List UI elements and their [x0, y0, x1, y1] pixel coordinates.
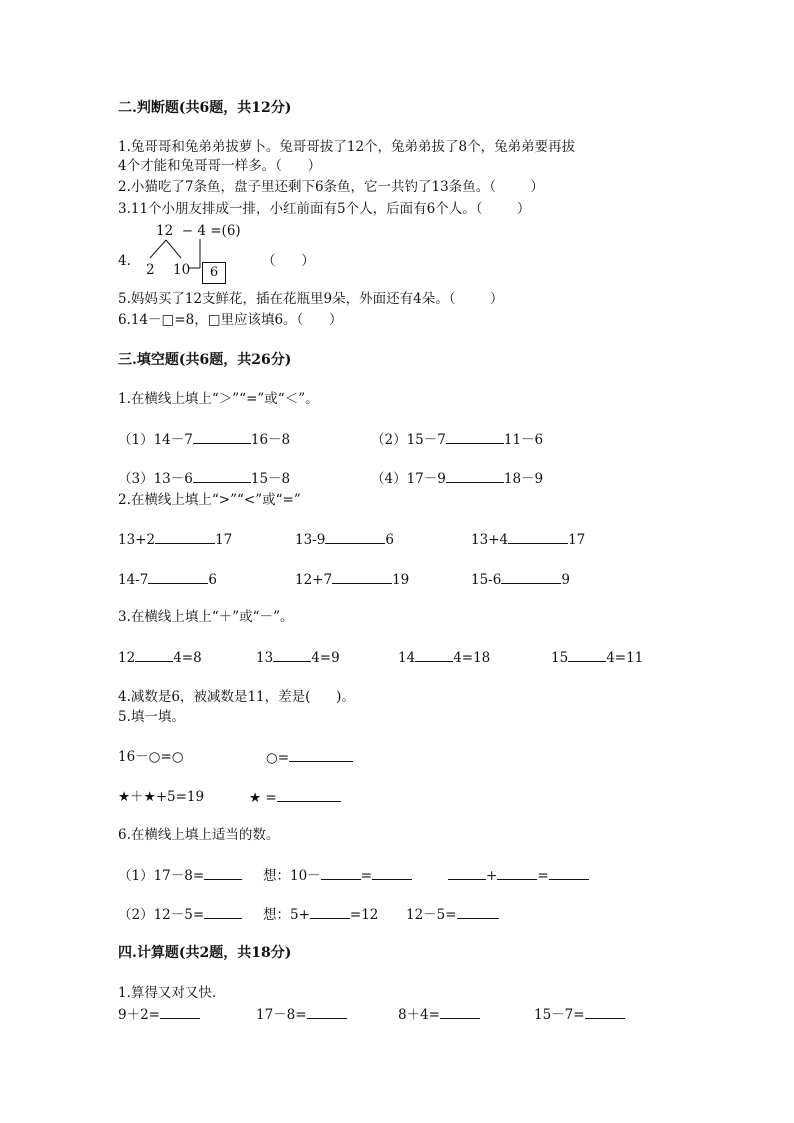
s2-q4-split-left: 2	[146, 262, 155, 278]
answer-blank[interactable]	[457, 905, 499, 919]
s3-q6-row-1-think: 想：10－ =	[263, 866, 412, 885]
answer-blank[interactable]	[148, 570, 208, 584]
answer-blank[interactable]	[497, 866, 537, 880]
answer-blank[interactable]	[568, 648, 606, 662]
s3-q6-prompt: 6.在横线上填上适当的数。	[118, 827, 280, 843]
s3-q5-prompt: 5.填一填。	[118, 709, 185, 725]
s2-q3: 3.11个小朋友排成一排，小红前面有5个人，后面有6个人。（ ）	[118, 201, 531, 217]
s2-q4-answer-paren: （ ）	[262, 253, 315, 269]
answer-blank[interactable]	[273, 648, 311, 662]
s3-q2-prompt: 2.在横线上填上“>”“<”或“=”	[118, 492, 301, 508]
s2-q4-top-expression: 12 − 4 =(6)	[156, 223, 241, 239]
s3-q2-item-6: 15-6 9	[471, 572, 570, 588]
s3-q6-row-2: （2）12－5=	[118, 905, 242, 924]
answer-blank[interactable]	[446, 430, 504, 444]
s3-q2-item-2: 13-9 6	[295, 532, 394, 548]
s3-q5-equation-2: ★＋★+5=19	[118, 789, 205, 805]
answer-blank[interactable]	[321, 866, 361, 880]
answer-blank[interactable]	[325, 530, 385, 544]
answer-blank[interactable]	[448, 866, 486, 880]
answer-blank[interactable]	[549, 866, 589, 880]
s3-q3-prompt: 3.在横线上填上“＋”或“－”。	[118, 609, 294, 625]
s2-q4-boxed-number: 6	[202, 262, 226, 284]
s3-q4: 4.减数是6，被减数是11，差是( )。	[118, 689, 355, 705]
s2-q4-split-right: 10	[173, 262, 191, 278]
answer-blank[interactable]	[155, 530, 215, 544]
s3-q2-item-1: 13+2 17	[118, 532, 233, 548]
answer-blank[interactable]	[440, 1005, 480, 1019]
s3-q1-item-2: （2）15－7 11－6	[371, 432, 544, 448]
answer-blank[interactable]	[193, 469, 251, 483]
s3-q6-row-2-think: 想：5+ =12	[263, 907, 379, 923]
s3-q1-item-3: （3）13－6 15－8	[118, 471, 291, 487]
s3-q1-item-4: （4）17－9 18－9	[371, 471, 544, 487]
s4-q1-item-3: 8＋4=	[398, 1005, 480, 1024]
answer-blank[interactable]	[204, 905, 242, 919]
s3-q6-row-1-extra: + =	[448, 866, 589, 885]
s2-q6: 6.14－□=8，□里应该填6。（ ）	[118, 312, 343, 328]
s4-q1-item-4: 15－7=	[534, 1005, 625, 1024]
s3-q5-answer-2: ★ =	[249, 788, 341, 807]
answer-blank[interactable]	[332, 570, 392, 584]
answer-blank[interactable]	[501, 570, 561, 584]
s3-q2-item-4: 14-7 6	[118, 572, 217, 588]
s3-q6-row-1: （1）17－8=	[118, 866, 242, 885]
section4-title: 四.计算题(共2题，共18分)	[118, 945, 292, 961]
answer-blank[interactable]	[204, 866, 242, 880]
answer-blank[interactable]	[160, 1005, 200, 1019]
s3-q1-item-1: （1）14－7 16－8	[118, 432, 291, 448]
s3-q1-prompt: 1.在横线上填上“＞”“=”或“＜”。	[118, 391, 319, 407]
s3-q5-equation-1: 16－○=○	[118, 749, 184, 765]
s2-q2: 2.小猫吃了7条鱼，盘子里还剩下6条鱼，它一共钓了13条鱼。（ ）	[118, 179, 544, 195]
answer-blank[interactable]	[415, 648, 453, 662]
answer-blank[interactable]	[372, 866, 412, 880]
answer-blank[interactable]	[289, 748, 353, 762]
s3-q6-row-2-extra: 12－5=	[406, 905, 499, 924]
s3-q5-answer-1: ○=	[266, 748, 353, 767]
answer-blank[interactable]	[277, 788, 341, 802]
section2-title: 二.判断题(共6题，共12分)	[118, 100, 292, 116]
answer-blank[interactable]	[307, 1005, 347, 1019]
answer-blank[interactable]	[310, 905, 350, 919]
s3-q3-item-1: 12 4=8	[118, 650, 202, 666]
answer-blank[interactable]	[585, 1005, 625, 1019]
answer-blank[interactable]	[135, 648, 173, 662]
section3-title: 三.填空题(共6题，共26分)	[118, 352, 292, 368]
answer-blank[interactable]	[446, 469, 504, 483]
answer-blank[interactable]	[193, 430, 251, 444]
s3-q2-item-3: 13+4 17	[471, 532, 586, 548]
s3-q3-item-2: 13 4=9	[256, 650, 340, 666]
s3-q3-item-3: 14 4=18	[398, 650, 491, 666]
s3-q2-item-5: 12+7 19	[295, 572, 410, 588]
s4-q1-item-2: 17－8=	[256, 1005, 347, 1024]
s2-q1-line1: 1.兔哥哥和兔弟弟拔萝卜。兔哥哥拔了12个，兔弟弟拔了8个，兔弟弟要再拔	[118, 139, 576, 155]
s3-q3-item-4: 15 4=11	[551, 650, 644, 666]
s2-q4-label: 4.	[118, 253, 131, 269]
s4-q1-prompt: 1.算得又对又快.	[118, 985, 217, 1001]
s2-q1-line2: 4个才能和兔哥哥一样多。（ ）	[118, 158, 322, 174]
s2-q5: 5.妈妈买了12支鲜花，插在花瓶里9朵，外面还有4朵。（ ）	[118, 291, 504, 307]
s4-q1-item-1: 9＋2=	[118, 1005, 200, 1024]
answer-blank[interactable]	[508, 530, 568, 544]
